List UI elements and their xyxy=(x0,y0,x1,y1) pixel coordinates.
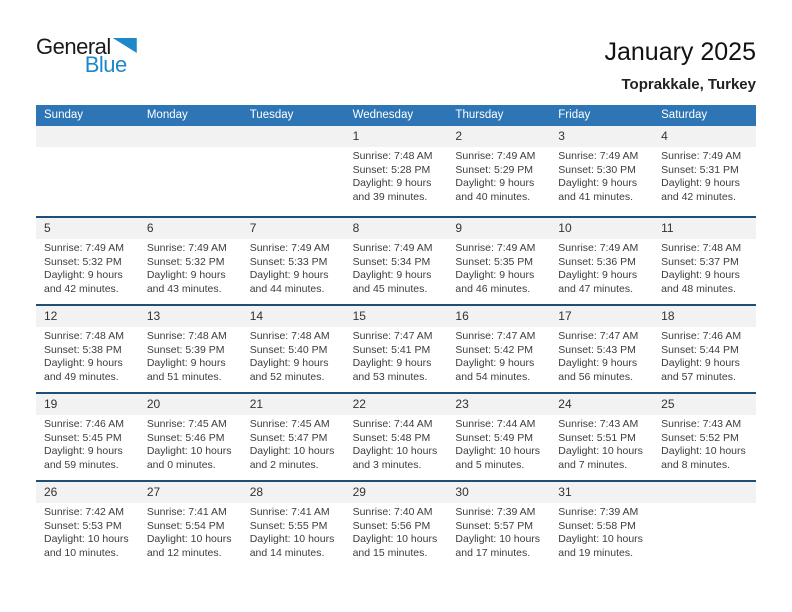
daylight-line: Daylight: 9 hours xyxy=(352,357,432,369)
sunset-line: Sunset: 5:28 PM xyxy=(352,163,431,176)
calendar-day-cell xyxy=(653,394,756,480)
day-details xyxy=(550,147,653,204)
daylight-line: Daylight: 9 hours xyxy=(455,357,535,369)
day-details xyxy=(345,147,448,204)
sunrise-line: Sunrise: 7:49 AM xyxy=(455,242,536,254)
daylight-minutes-line: and 0 minutes. xyxy=(146,458,216,471)
daylight-line: Daylight: 9 hours xyxy=(146,269,226,281)
calendar-day-cell xyxy=(139,482,242,568)
daylight-minutes-line: and 12 minutes. xyxy=(146,546,222,559)
daylight-minutes-line: and 3 minutes. xyxy=(352,458,422,471)
sunset-line: Sunset: 5:49 PM xyxy=(455,431,534,444)
day-details xyxy=(139,147,242,150)
sunrise-line: Sunrise: 7:44 AM xyxy=(455,418,536,430)
title-block xyxy=(604,38,756,93)
sunrise-line: Sunrise: 7:49 AM xyxy=(455,150,536,162)
daylight-line: Daylight: 9 hours xyxy=(661,177,740,189)
general-blue-logo xyxy=(36,36,137,75)
sunrise-line: Sunrise: 7:39 AM xyxy=(558,506,639,518)
calendar-day-cell xyxy=(242,218,345,304)
calendar-day-cell xyxy=(550,394,653,480)
day-details xyxy=(36,239,139,296)
sunset-line: Sunset: 5:40 PM xyxy=(249,343,328,356)
day-number: 27 xyxy=(139,482,242,503)
sunrise-line: Sunrise: 7:43 AM xyxy=(661,418,742,430)
daylight-minutes-line: and 15 minutes. xyxy=(352,546,428,559)
daylight-line: Daylight: 9 hours xyxy=(661,269,740,281)
daylight-line: Daylight: 10 hours xyxy=(352,445,438,457)
logo-text-general: General xyxy=(36,34,111,59)
day-number: 12 xyxy=(36,306,139,327)
calendar-body xyxy=(36,126,756,568)
daylight-minutes-line: and 53 minutes. xyxy=(352,370,428,383)
day-number: 6 xyxy=(139,218,242,239)
day-details xyxy=(242,415,345,472)
day-number: 4 xyxy=(653,126,756,147)
sunset-line: Sunset: 5:35 PM xyxy=(455,255,534,268)
calendar-day-cell xyxy=(139,306,242,392)
sunrise-line: Sunrise: 7:49 AM xyxy=(352,242,433,254)
sunrise-line: Sunrise: 7:45 AM xyxy=(146,418,227,430)
calendar-day-cell xyxy=(550,126,653,216)
day-number: 5 xyxy=(36,218,139,239)
day-number: 31 xyxy=(550,482,653,503)
day-details xyxy=(447,239,550,296)
day-details xyxy=(242,503,345,560)
sunrise-line: Sunrise: 7:41 AM xyxy=(146,506,227,518)
daylight-minutes-line: and 2 minutes. xyxy=(249,458,319,471)
calendar-day-cell xyxy=(36,482,139,568)
calendar-day-cell xyxy=(36,306,139,392)
daylight-minutes-line: and 51 minutes. xyxy=(146,370,222,383)
calendar-day-cell xyxy=(345,394,448,480)
week-row xyxy=(36,392,756,480)
daylight-line: Daylight: 10 hours xyxy=(146,445,232,457)
daylight-line: Daylight: 10 hours xyxy=(558,445,643,457)
sunrise-line: Sunrise: 7:40 AM xyxy=(352,506,433,518)
logo-triangle-icon xyxy=(113,38,137,53)
day-number: 16 xyxy=(447,306,550,327)
sunrise-line: Sunrise: 7:49 AM xyxy=(146,242,227,254)
weekday-header-row xyxy=(36,105,756,126)
sunrise-line: Sunrise: 7:39 AM xyxy=(455,506,536,518)
weekday-header-wednesday: Wednesday xyxy=(352,109,414,121)
sunset-line: Sunset: 5:37 PM xyxy=(661,255,739,268)
daylight-line: Daylight: 9 hours xyxy=(455,177,535,189)
week-row xyxy=(36,304,756,392)
sunrise-line: Sunrise: 7:46 AM xyxy=(661,330,742,342)
calendar-day-cell xyxy=(345,126,448,216)
daylight-minutes-line: and 43 minutes. xyxy=(146,282,222,295)
day-details xyxy=(550,415,653,472)
sunset-line: Sunset: 5:38 PM xyxy=(44,343,122,356)
calendar-day-cell xyxy=(139,218,242,304)
calendar-day-cell xyxy=(345,482,448,568)
daylight-minutes-line: and 7 minutes. xyxy=(558,458,628,471)
calendar-day-cell xyxy=(447,218,550,304)
sunrise-line: Sunrise: 7:47 AM xyxy=(455,330,536,342)
weekday-header-sunday: Sunday xyxy=(44,109,84,121)
sunrise-line: Sunrise: 7:48 AM xyxy=(352,150,433,162)
week-row xyxy=(36,126,756,216)
day-number: 1 xyxy=(345,126,448,147)
daylight-minutes-line: and 45 minutes. xyxy=(352,282,428,295)
sunrise-line: Sunrise: 7:49 AM xyxy=(249,242,330,254)
calendar-day-cell xyxy=(345,218,448,304)
calendar-day-cell xyxy=(653,126,756,216)
sunset-line: Sunset: 5:39 PM xyxy=(146,343,225,356)
daylight-minutes-line: and 42 minutes. xyxy=(44,282,119,295)
daylight-minutes-line: and 49 minutes. xyxy=(44,370,119,383)
top-bar xyxy=(0,0,792,105)
week-row xyxy=(36,480,756,568)
daylight-line: Daylight: 9 hours xyxy=(661,357,740,369)
day-number: 2 xyxy=(447,126,550,147)
day-details xyxy=(139,239,242,296)
day-details xyxy=(36,327,139,384)
day-details xyxy=(653,415,756,472)
sunset-line: Sunset: 5:54 PM xyxy=(146,519,225,532)
sunset-line: Sunset: 5:29 PM xyxy=(455,163,534,176)
sunset-line: Sunset: 5:33 PM xyxy=(249,255,328,268)
sunset-line: Sunset: 5:51 PM xyxy=(558,431,636,444)
day-number: 11 xyxy=(653,218,756,239)
sunset-line: Sunset: 5:43 PM xyxy=(558,343,636,356)
sunrise-line: Sunrise: 7:49 AM xyxy=(661,150,742,162)
daylight-line: Daylight: 9 hours xyxy=(249,269,329,281)
calendar-day-cell xyxy=(447,126,550,216)
week-row xyxy=(36,216,756,304)
sunset-line: Sunset: 5:44 PM xyxy=(661,343,739,356)
day-number xyxy=(139,126,242,147)
day-number: 28 xyxy=(242,482,345,503)
daylight-minutes-line: and 42 minutes. xyxy=(661,190,736,203)
daylight-line: Daylight: 9 hours xyxy=(249,357,329,369)
day-number: 18 xyxy=(653,306,756,327)
sunrise-line: Sunrise: 7:46 AM xyxy=(44,418,124,430)
daylight-line: Daylight: 9 hours xyxy=(558,177,638,189)
weekday-header-friday: Friday xyxy=(558,109,591,121)
daylight-line: Daylight: 9 hours xyxy=(352,269,432,281)
day-details xyxy=(139,327,242,384)
daylight-minutes-line: and 14 minutes. xyxy=(249,546,325,559)
daylight-line: Daylight: 10 hours xyxy=(558,533,643,545)
daylight-line: Daylight: 9 hours xyxy=(558,357,638,369)
calendar-day-cell xyxy=(345,306,448,392)
day-details xyxy=(36,503,139,560)
sunrise-line: Sunrise: 7:48 AM xyxy=(249,330,330,342)
sunset-line: Sunset: 5:46 PM xyxy=(146,431,225,444)
daylight-minutes-line: and 48 minutes. xyxy=(661,282,736,295)
day-number xyxy=(653,482,756,503)
sunset-line: Sunset: 5:53 PM xyxy=(44,519,122,532)
sunrise-line: Sunrise: 7:45 AM xyxy=(249,418,330,430)
calendar-day-cell xyxy=(447,394,550,480)
sunset-line: Sunset: 5:36 PM xyxy=(558,255,636,268)
sunrise-line: Sunrise: 7:48 AM xyxy=(44,330,124,342)
daylight-minutes-line: and 40 minutes. xyxy=(455,190,531,203)
calendar-day-cell xyxy=(139,394,242,480)
day-number: 23 xyxy=(447,394,550,415)
daylight-minutes-line: and 59 minutes. xyxy=(44,458,119,471)
day-details xyxy=(447,327,550,384)
sunset-line: Sunset: 5:30 PM xyxy=(558,163,636,176)
calendar-day-cell xyxy=(653,218,756,304)
day-number: 21 xyxy=(242,394,345,415)
sunset-line: Sunset: 5:48 PM xyxy=(352,431,431,444)
empty-day-cell xyxy=(139,126,242,216)
day-number: 15 xyxy=(345,306,448,327)
daylight-line: Daylight: 9 hours xyxy=(352,177,432,189)
logo-text-blue: Blue xyxy=(84,52,127,77)
location-subtitle: Toprakkale, Turkey xyxy=(621,76,756,93)
day-details xyxy=(242,327,345,384)
day-details xyxy=(447,503,550,560)
sunset-line: Sunset: 5:58 PM xyxy=(558,519,636,532)
sunset-line: Sunset: 5:52 PM xyxy=(661,431,739,444)
sunset-line: Sunset: 5:45 PM xyxy=(44,431,122,444)
day-number: 9 xyxy=(447,218,550,239)
weekday-header-thursday: Thursday xyxy=(455,109,504,121)
sunrise-line: Sunrise: 7:42 AM xyxy=(44,506,124,518)
day-details xyxy=(36,415,139,472)
daylight-minutes-line: and 46 minutes. xyxy=(455,282,531,295)
day-number: 25 xyxy=(653,394,756,415)
daylight-minutes-line: and 52 minutes. xyxy=(249,370,325,383)
day-number: 3 xyxy=(550,126,653,147)
weekday-header-tuesday: Tuesday xyxy=(249,109,294,121)
calendar-day-cell xyxy=(242,394,345,480)
day-details xyxy=(653,239,756,296)
sunset-line: Sunset: 5:32 PM xyxy=(146,255,225,268)
daylight-minutes-line: and 47 minutes. xyxy=(558,282,633,295)
calendar-day-cell xyxy=(242,482,345,568)
sunrise-line: Sunrise: 7:48 AM xyxy=(661,242,742,254)
daylight-line: Daylight: 9 hours xyxy=(44,445,123,457)
sunrise-line: Sunrise: 7:48 AM xyxy=(146,330,227,342)
daylight-minutes-line: and 44 minutes. xyxy=(249,282,325,295)
day-number: 13 xyxy=(139,306,242,327)
day-details xyxy=(345,503,448,560)
sunset-line: Sunset: 5:57 PM xyxy=(455,519,534,532)
day-details xyxy=(242,239,345,296)
day-details xyxy=(139,415,242,472)
day-number: 17 xyxy=(550,306,653,327)
day-details xyxy=(139,503,242,560)
sunrise-line: Sunrise: 7:49 AM xyxy=(558,150,639,162)
calendar-day-cell xyxy=(242,306,345,392)
day-number: 7 xyxy=(242,218,345,239)
day-number xyxy=(36,126,139,147)
daylight-line: Daylight: 9 hours xyxy=(146,357,226,369)
daylight-line: Daylight: 9 hours xyxy=(44,269,123,281)
day-details xyxy=(447,415,550,472)
day-number: 22 xyxy=(345,394,448,415)
empty-day-cell xyxy=(653,482,756,568)
day-details xyxy=(550,239,653,296)
sunset-line: Sunset: 5:55 PM xyxy=(249,519,328,532)
day-details xyxy=(242,147,345,150)
weekday-header-saturday: Saturday xyxy=(661,109,708,121)
day-number: 8 xyxy=(345,218,448,239)
day-details xyxy=(550,503,653,560)
calendar-day-cell xyxy=(36,218,139,304)
sunset-line: Sunset: 5:31 PM xyxy=(661,163,739,176)
daylight-line: Daylight: 10 hours xyxy=(352,533,438,545)
calendar-day-cell xyxy=(550,306,653,392)
day-details xyxy=(345,327,448,384)
daylight-line: Daylight: 10 hours xyxy=(455,533,541,545)
sunset-line: Sunset: 5:47 PM xyxy=(249,431,328,444)
day-number: 30 xyxy=(447,482,550,503)
daylight-minutes-line: and 17 minutes. xyxy=(455,546,531,559)
day-details xyxy=(550,327,653,384)
daylight-line: Daylight: 10 hours xyxy=(44,533,129,545)
sunrise-line: Sunrise: 7:44 AM xyxy=(352,418,433,430)
sunset-line: Sunset: 5:41 PM xyxy=(352,343,431,356)
day-details xyxy=(345,415,448,472)
daylight-minutes-line: and 10 minutes. xyxy=(44,546,119,559)
weekday-header-monday: Monday xyxy=(146,109,188,121)
daylight-line: Daylight: 9 hours xyxy=(455,269,535,281)
sunrise-line: Sunrise: 7:43 AM xyxy=(558,418,639,430)
page-title: January 2025 xyxy=(604,38,756,66)
sunset-line: Sunset: 5:56 PM xyxy=(352,519,431,532)
sunset-line: Sunset: 5:32 PM xyxy=(44,255,122,268)
daylight-line: Daylight: 10 hours xyxy=(146,533,232,545)
daylight-minutes-line: and 41 minutes. xyxy=(558,190,633,203)
day-details xyxy=(345,239,448,296)
empty-day-cell xyxy=(242,126,345,216)
sunrise-line: Sunrise: 7:49 AM xyxy=(44,242,124,254)
daylight-minutes-line: and 5 minutes. xyxy=(455,458,525,471)
sunrise-line: Sunrise: 7:41 AM xyxy=(249,506,330,518)
calendar-day-cell xyxy=(653,306,756,392)
calendar-day-cell xyxy=(550,218,653,304)
empty-day-cell xyxy=(36,126,139,216)
calendar-day-cell xyxy=(36,394,139,480)
day-number xyxy=(242,126,345,147)
calendar-table xyxy=(36,105,756,568)
daylight-line: Daylight: 9 hours xyxy=(558,269,638,281)
day-number: 29 xyxy=(345,482,448,503)
sunrise-line: Sunrise: 7:49 AM xyxy=(558,242,639,254)
daylight-minutes-line: and 54 minutes. xyxy=(455,370,531,383)
day-number: 24 xyxy=(550,394,653,415)
daylight-line: Daylight: 9 hours xyxy=(44,357,123,369)
day-details xyxy=(36,147,139,150)
day-number: 19 xyxy=(36,394,139,415)
calendar-day-cell xyxy=(447,306,550,392)
daylight-minutes-line: and 19 minutes. xyxy=(558,546,633,559)
daylight-line: Daylight: 10 hours xyxy=(249,533,335,545)
day-details xyxy=(447,147,550,204)
sunset-line: Sunset: 5:42 PM xyxy=(455,343,534,356)
sunset-line: Sunset: 5:34 PM xyxy=(352,255,431,268)
daylight-line: Daylight: 10 hours xyxy=(455,445,541,457)
sunrise-line: Sunrise: 7:47 AM xyxy=(352,330,433,342)
day-number: 14 xyxy=(242,306,345,327)
calendar-day-cell xyxy=(550,482,653,568)
day-details xyxy=(653,503,756,506)
daylight-minutes-line: and 39 minutes. xyxy=(352,190,428,203)
sunrise-line: Sunrise: 7:47 AM xyxy=(558,330,639,342)
day-number: 20 xyxy=(139,394,242,415)
daylight-line: Daylight: 10 hours xyxy=(249,445,335,457)
daylight-minutes-line: and 8 minutes. xyxy=(661,458,731,471)
daylight-minutes-line: and 57 minutes. xyxy=(661,370,736,383)
day-number: 26 xyxy=(36,482,139,503)
day-details xyxy=(653,327,756,384)
calendar-day-cell xyxy=(447,482,550,568)
daylight-minutes-line: and 56 minutes. xyxy=(558,370,633,383)
daylight-line: Daylight: 10 hours xyxy=(661,445,746,457)
day-number: 10 xyxy=(550,218,653,239)
day-details xyxy=(653,147,756,204)
